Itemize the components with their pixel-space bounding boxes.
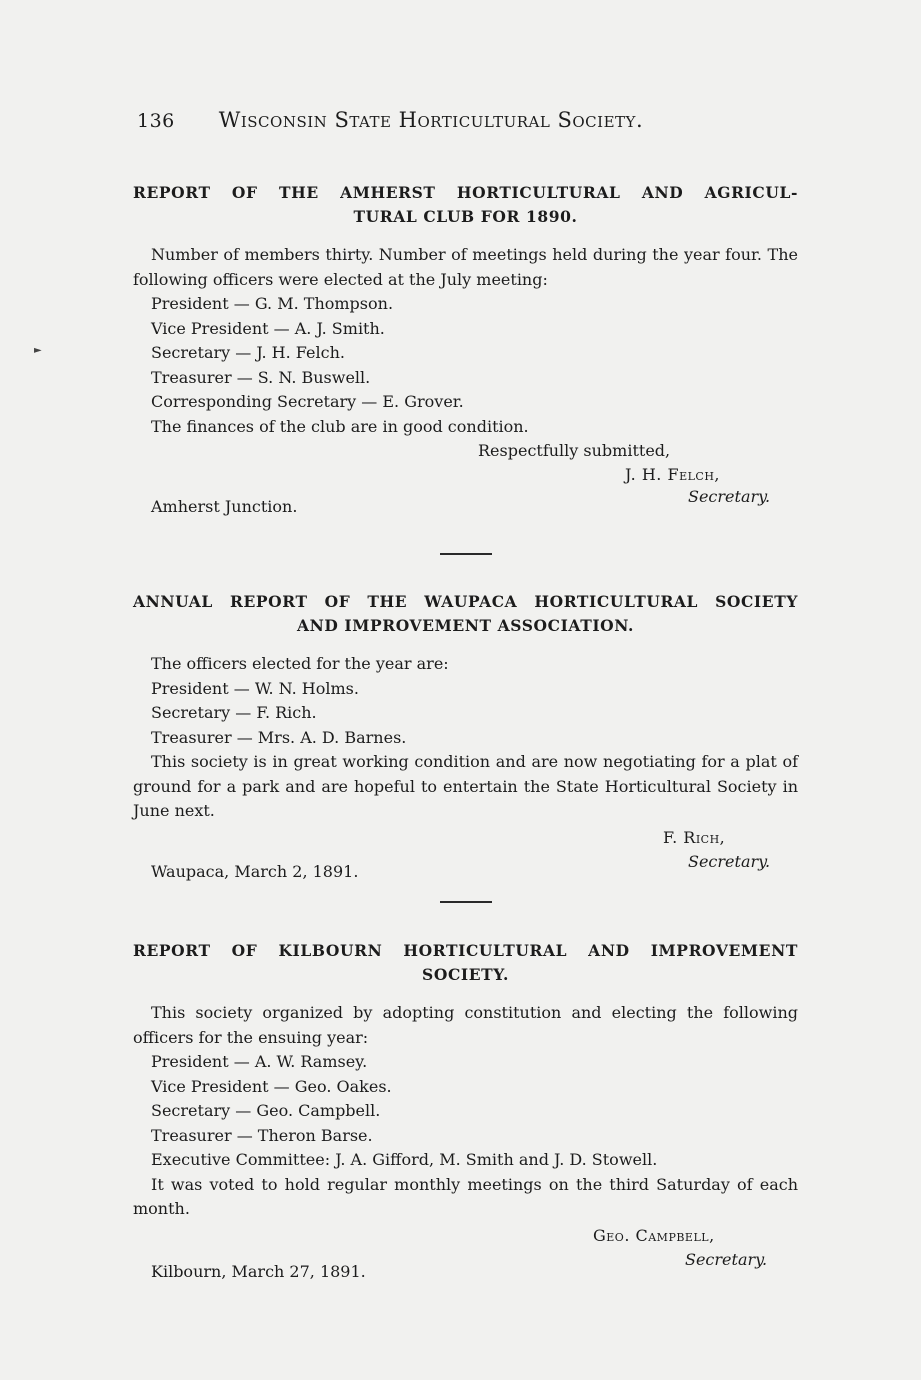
section-amherst [133, 181, 798, 515]
section-title: REPORT OF THE AMHERST HORTICULTURAL AND AGRICUL- TURAL CLUB FOR 1890. [133, 183, 798, 226]
place: Waupaca, March 2, 1891. [151, 861, 359, 881]
committee-line: Executive Committee: J. A. Gifford, M. Smith and J. D. Stowell. [151, 1150, 658, 1169]
intro-line: The officers elected for the year are: [151, 654, 449, 673]
paragraph: Number of members thirty. Number of meetings held during the year four. The following officers were elected at the July meeting: [133, 245, 798, 289]
paragraph: This society is in great working condition and are now negotiating for a plat of ground for a park and are hopeful to entertain the State Horticultural Society in June next. [133, 752, 798, 820]
officer-line: President — A. W. Ramsey. [151, 1052, 368, 1071]
officer-line: Treasurer — Mrs. A. D. Barnes. [151, 727, 407, 747]
officer-line: President — G. M. Thompson. [151, 294, 394, 313]
running-header [137, 108, 737, 132]
signoff [133, 824, 798, 884]
paragraph: This society organized by adopting constitution and electing the following officers for the ensuing year: [133, 1003, 798, 1047]
section-divider [440, 553, 492, 555]
officer-line: Treasurer — S. N. Buswell. [151, 367, 371, 387]
page-number: 136 [137, 110, 175, 132]
running-title: Wisconsin State Horticultural Society. [218, 108, 644, 132]
officer-line: Secretary — F. Rich. [151, 703, 317, 722]
officer-line: Vice President — Geo. Oakes. [151, 1076, 392, 1096]
section-title: ANNUAL REPORT OF THE WAUPACA HORTICULTURAL SOCIETY AND IMPROVEMENT ASSOCIATION. [133, 592, 798, 635]
section-waupaca [133, 590, 798, 884]
signoff [133, 439, 798, 515]
signer-role: Secretary. [688, 851, 771, 871]
section-kilbourn [133, 939, 798, 1282]
officer-line: Vice President — A. J. Smith. [151, 318, 385, 338]
paragraph: It was voted to hold regular monthly meetings on the third Saturday of each month. [133, 1174, 798, 1218]
signer-role: Secretary. [688, 487, 771, 506]
section-title: REPORT OF KILBOURN HORTICULTURAL AND IMPROVEMENT SOCIETY. [133, 941, 798, 984]
section-divider [440, 901, 492, 903]
finance-line: The finances of the club are in good condition. [151, 416, 529, 436]
signer-name: J. H. Felch, [625, 465, 720, 484]
signoff [133, 1222, 798, 1282]
officer-line: Secretary — Geo. Campbell. [151, 1101, 381, 1120]
place: Kilbourn, March 27, 1891. [151, 1261, 366, 1281]
officer-line: Treasurer — Theron Barse. [151, 1125, 373, 1145]
officer-line: President — W. N. Holms. [151, 678, 359, 698]
section-body [133, 1001, 798, 1282]
margin-mark: ► [34, 345, 42, 356]
section-body [133, 652, 798, 884]
signer-name: Geo. Campbell, [593, 1225, 715, 1245]
officer-line: Secretary — J. H. Felch. [151, 343, 345, 362]
closing: Respectfully submitted, [478, 441, 671, 460]
signer-name: F. Rich, [663, 827, 726, 847]
section-body [133, 243, 798, 515]
place: Amherst Junction. [151, 497, 298, 516]
officer-line: Corresponding Secretary — E. Grover. [151, 392, 464, 411]
signer-role: Secretary. [685, 1249, 768, 1269]
